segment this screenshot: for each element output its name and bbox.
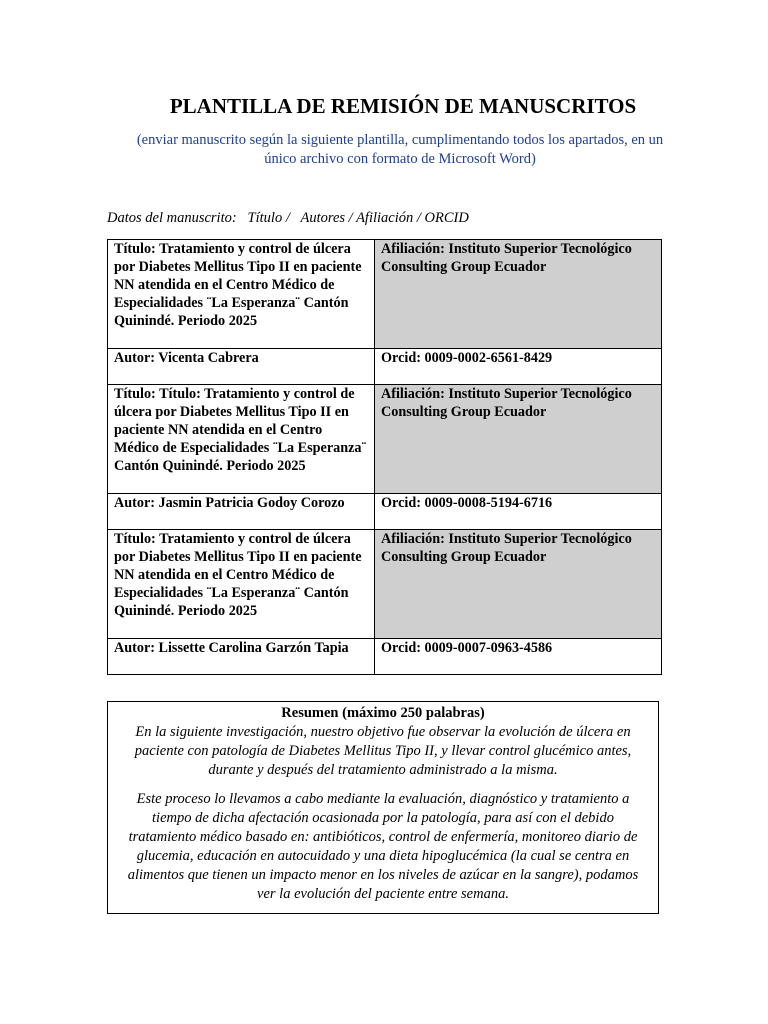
submission-instructions: (enviar manuscrito según la siguiente plantilla, cumplimentando todos los apartados, en un único archivo con formato de Microsoft Word) — [136, 132, 664, 167]
entry-1-author: Autor: Vicenta Cabrera — [108, 349, 375, 385]
entry-3-title: Título: Tratamiento y control de úlcera por Diabetes Mellitus Tipo II en paciente NN atendida en el Centro Médico de Especialidades ¨La Esperanza¨ Cantón Quinindé. Periodo 2025 — [108, 530, 375, 639]
abstract-box — [107, 701, 659, 914]
manuscript-data-label: Datos del manuscrito: Título / Autores / Afiliación / ORCID — [107, 210, 469, 226]
entry-2-orcid: Orcid: 0009-0008-5194-6716 — [375, 494, 662, 530]
entry-1-author-row — [108, 349, 662, 385]
entry-3-affiliation: Afiliación: Instituto Superior Tecnológico Consulting Group Ecuador — [375, 530, 662, 639]
entry-3-author-row — [108, 639, 662, 675]
entry-2-title-row — [108, 385, 662, 494]
manuscript-authors-table — [107, 239, 662, 675]
entry-1-title: Título: Tratamiento y control de úlcera por Diabetes Mellitus Tipo II en paciente NN atendida en el Centro Médico de Especialidades ¨La Esperanza¨ Cantón Quinindé. Periodo 2025 — [108, 240, 375, 349]
entry-3-author: Autor: Lissette Carolina Garzón Tapia — [108, 639, 375, 675]
abstract-heading: Resumen (máximo 250 palabras) — [281, 705, 485, 721]
abstract-paragraph-2: Este proceso lo llevamos a cabo mediante la evaluación, diagnóstico y tratamiento a tiempo de dicha afectación ocasionada por la patología, para así con el debido tratamiento médico basado en: antibióticos, control de enfermería, monitoreo diario de glucemia, educación en autocuidado y una dieta hipoglucémica (la cual se centra en alimentos que tienen un impacto menor en los niveles de azúcar en la sangre), podamos ver la evolución del paciente entre semana. — [127, 791, 639, 902]
entry-1-affiliation: Afiliación: Instituto Superior Tecnológico Consulting Group Ecuador — [375, 240, 662, 349]
entry-1-title-row — [108, 240, 662, 349]
page-title: PLANTILLA DE REMISIÓN DE MANUSCRITOS — [169, 94, 637, 118]
entry-2-title: Título: Título: Tratamiento y control de úlcera por Diabetes Mellitus Tipo II en paciente NN atendida en el Centro Médico de Especialidades ¨La Esperanza¨ Cantón Quinindé. Periodo 2025 — [108, 385, 375, 494]
entry-3-title-row — [108, 530, 662, 639]
abstract-paragraph-1: En la siguiente investigación, nuestro objetivo fue observar la evolución de úlcera en paciente con patología de Diabetes Mellitus Tipo II, y llevar control glucémico antes, durante y después del tratamiento administrado a la misma. — [134, 724, 632, 778]
entry-2-affiliation: Afiliación: Instituto Superior Tecnológico Consulting Group Ecuador — [375, 385, 662, 494]
entry-1-orcid: Orcid: 0009-0002-6561-8429 — [375, 349, 662, 385]
entry-3-orcid: Orcid: 0009-0007-0963-4586 — [375, 639, 662, 675]
entry-2-author-row — [108, 494, 662, 530]
entry-2-author: Autor: Jasmin Patricia Godoy Corozo — [108, 494, 375, 530]
